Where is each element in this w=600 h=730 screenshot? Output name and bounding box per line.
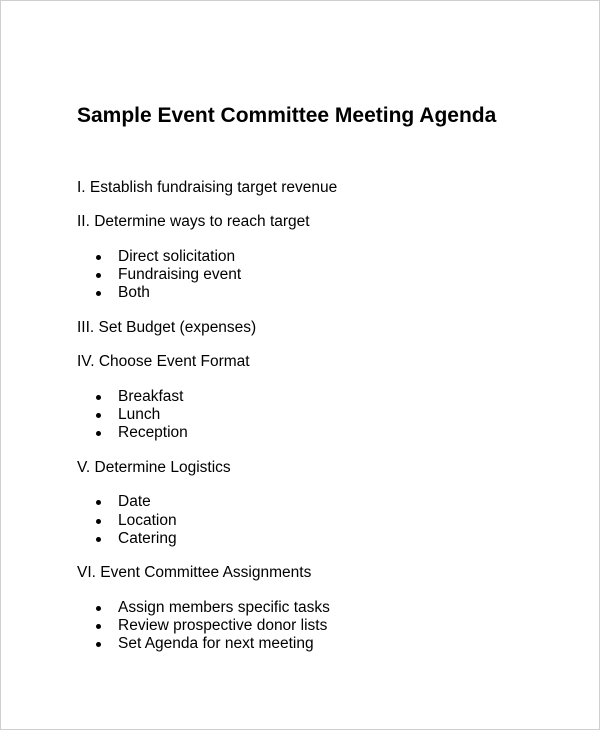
list-item-text: Assign members specific tasks bbox=[118, 599, 330, 616]
bullet-icon bbox=[96, 413, 101, 418]
list-item-text: Set Agenda for next meeting bbox=[118, 635, 314, 652]
list-item-text: Reception bbox=[118, 424, 188, 441]
list-item-text: Date bbox=[118, 493, 151, 510]
bullet-icon bbox=[96, 642, 101, 647]
bullet-icon bbox=[96, 606, 101, 611]
bullet-icon bbox=[96, 519, 101, 524]
list-item-text: Breakfast bbox=[118, 388, 184, 405]
bullet-icon bbox=[96, 537, 101, 542]
agenda-item-1: I. Establish fundraising target revenue bbox=[77, 179, 338, 196]
bullet-icon bbox=[96, 395, 101, 400]
bullet-icon bbox=[96, 431, 101, 436]
agenda-item-3: III. Set Budget (expenses) bbox=[77, 319, 257, 336]
bullet-icon bbox=[96, 500, 101, 505]
document-title: Sample Event Committee Meeting Agenda bbox=[77, 104, 497, 127]
bullet-icon bbox=[96, 624, 101, 629]
bullet-icon bbox=[96, 273, 101, 278]
list-item-text: Fundraising event bbox=[118, 266, 242, 283]
list-item-text: Location bbox=[118, 512, 177, 529]
list-item-text: Lunch bbox=[118, 406, 161, 423]
bullet-icon bbox=[96, 291, 101, 296]
list-item-text: Catering bbox=[118, 530, 177, 547]
list-item-text: Review prospective donor lists bbox=[118, 617, 328, 634]
agenda-item-6: VI. Event Committee Assignments bbox=[77, 564, 312, 581]
list-item-text: Direct solicitation bbox=[118, 248, 236, 265]
agenda-item-2: II. Determine ways to reach target bbox=[77, 213, 310, 230]
bullet-icon bbox=[96, 255, 101, 260]
agenda-item-4: IV. Choose Event Format bbox=[77, 353, 250, 370]
agenda-item-5: V. Determine Logistics bbox=[77, 459, 231, 476]
list-item-text: Both bbox=[118, 284, 150, 301]
